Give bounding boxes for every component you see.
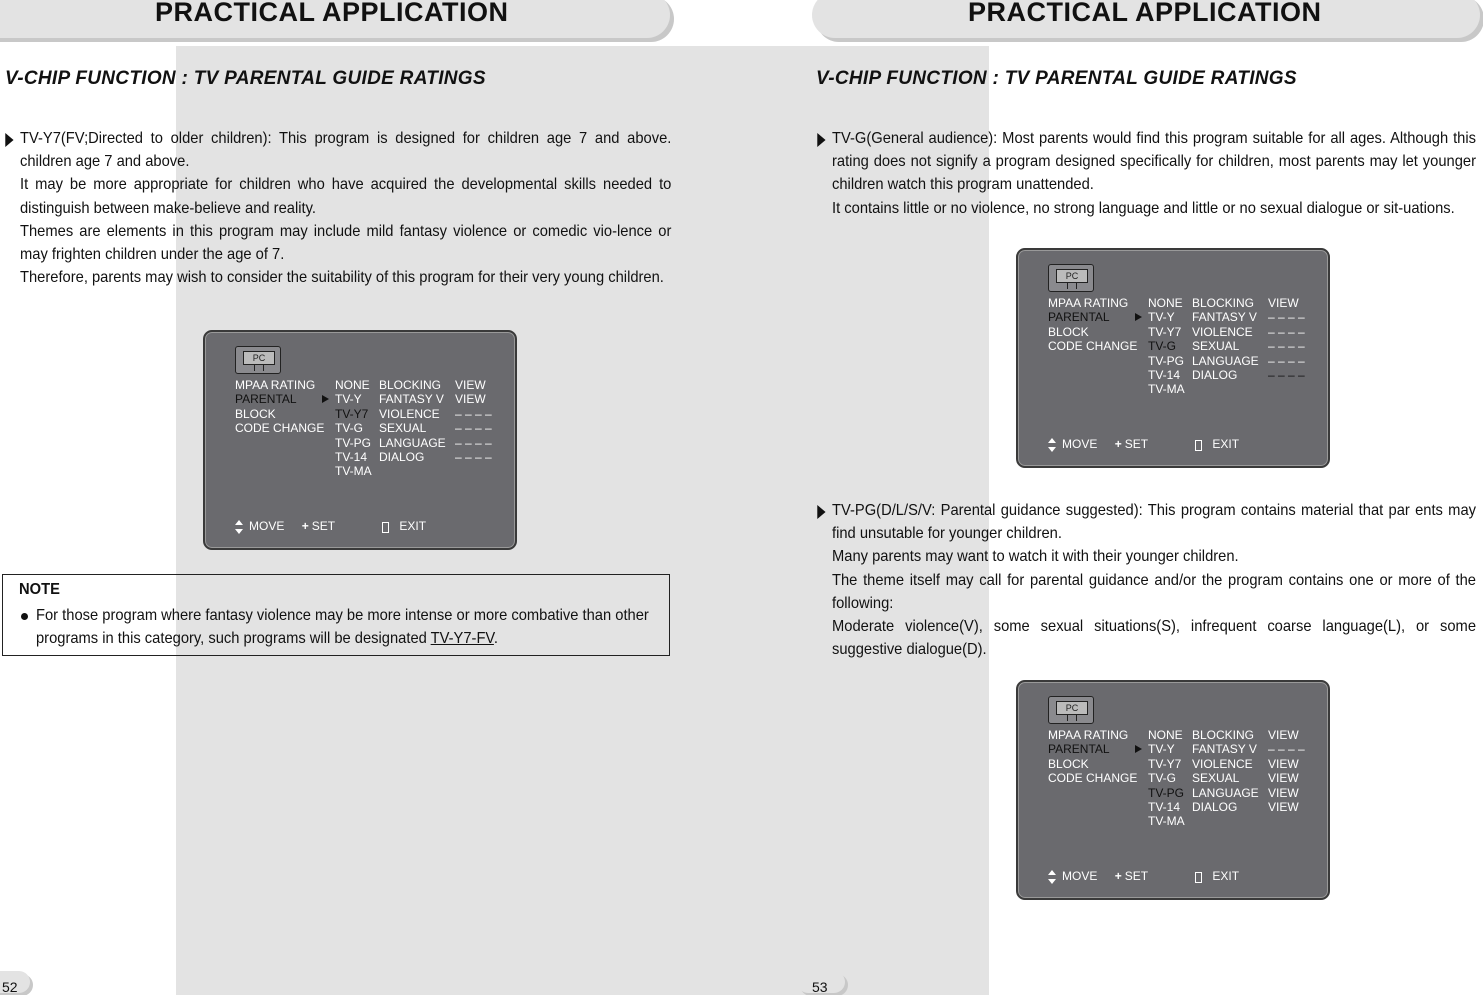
- blocking-item: BLOCKING: [1192, 296, 1255, 310]
- section-title: V-CHIP FUNCTION : TV PARENTAL GUIDE RATINGS: [5, 68, 486, 89]
- osd-menu: [1048, 296, 1137, 354]
- bullet-arrow-icon: [817, 133, 825, 147]
- view-item: VIEW: [1268, 728, 1299, 742]
- bullet-arrow-icon: [817, 505, 825, 519]
- paragraph: TV-PG(D/L/S/V: Parental guidance suggested): This program contains material that par ents may find unsutable for younger children.: [832, 502, 1476, 543]
- blocking-item: FANTASY V: [379, 392, 444, 407]
- osd-ratings: [1148, 728, 1185, 829]
- bullet-arrow-icon: [5, 133, 13, 147]
- paragraph: Many parents may want to watch it with their younger children.: [832, 548, 1239, 566]
- osd-view: [1268, 296, 1305, 382]
- paragraph: Therefore, parents may wish to consider the suitability of this program for their very young children.: [20, 269, 664, 287]
- rating: TV-MA: [335, 464, 372, 479]
- note-text-part: .: [493, 630, 498, 648]
- osd-blocking: [1192, 728, 1259, 814]
- move-label: MOVE: [1062, 437, 1098, 452]
- osd-screen: [203, 330, 517, 550]
- paragraph: It may be more appropriate for children who have acquired the developmental skills needed to distinguish between make-believe and reality.: [20, 176, 672, 217]
- osd-view: [1268, 728, 1305, 814]
- view-item: VIEW: [455, 378, 486, 392]
- blocking-item: FANTASY V: [1192, 742, 1257, 757]
- blocking-item: BLOCKING: [379, 378, 442, 392]
- exit-label: EXIT: [399, 519, 427, 534]
- exit-icon: [382, 522, 389, 533]
- blocking-item: LANGUAGE: [379, 435, 446, 450]
- tv-pg-description: [832, 499, 1476, 661]
- blocking-item: BLOCKING: [1192, 728, 1255, 742]
- view-item: VIEW: [1268, 756, 1299, 771]
- rating: TV-Y: [1148, 310, 1175, 325]
- plus-icon: +: [301, 519, 309, 534]
- paragraph: The theme itself may call for parental guidance and/or the program contains one or more of the following:: [832, 571, 1476, 612]
- note-text-part: For those program where fantasy violence may be more intense or more combative than other programs in this category, such programs will be designated: [36, 607, 649, 648]
- rating: TV-Y7: [1148, 324, 1182, 339]
- pc-logo-icon: PC: [1048, 696, 1094, 724]
- osd-view: [455, 378, 492, 464]
- blocking-item: LANGUAGE: [1192, 785, 1259, 800]
- view-item: VIEW: [1268, 771, 1299, 786]
- blocking-item: DIALOG: [1192, 799, 1238, 814]
- paragraph: Themes are elements in this program may include mild fantasy violence or comedic vio-lence or may frighten children under the age of 7.: [20, 222, 672, 264]
- note-box: [2, 574, 670, 656]
- set-label: SET: [1124, 869, 1149, 884]
- rating: TV-Y: [335, 392, 362, 407]
- view-item: – – – –: [455, 449, 492, 464]
- exit-icon: [1195, 440, 1202, 451]
- rating: TV-14: [335, 449, 368, 464]
- rating: NONE: [1148, 728, 1183, 742]
- up-down-icon: [1048, 870, 1056, 884]
- blocking-item: SEXUAL: [379, 421, 427, 436]
- rating: TV-G: [1148, 771, 1177, 786]
- right-page: [742, 0, 1483, 995]
- menu-item: CODE CHANGE: [1048, 771, 1138, 786]
- view-item: VIEW: [1268, 296, 1299, 310]
- paragraph: Moderate violence(V), some sexual situations(S), infrequent coarse language(L), or some suggestive dialogue(D).: [832, 618, 1476, 659]
- page-number: 52: [2, 979, 18, 995]
- view-item: – – – –: [455, 406, 492, 421]
- paragraph: TV-G(General audience): Most parents would find this program suitable for all ages. Although this rating does not signify a program designed specifically for children, most parents may let younger children watch this program unattended.: [832, 130, 1476, 194]
- blocking-item: DIALOG: [379, 449, 425, 464]
- blocking-item: VIOLENCE: [1192, 756, 1253, 771]
- view-item: – – – –: [1268, 353, 1305, 368]
- view-item: – – – –: [455, 421, 492, 436]
- note-rating-code: TV-Y7-FV: [430, 630, 494, 648]
- rating: NONE: [1148, 296, 1183, 310]
- menu-item-selected: PARENTAL: [1048, 742, 1110, 757]
- osd-footer: [1048, 869, 1239, 884]
- tv-g-description: [832, 127, 1476, 220]
- view-item: – – – –: [1268, 742, 1305, 757]
- menu-item: BLOCK: [1048, 324, 1089, 339]
- osd-blocking: [379, 378, 446, 464]
- rating: TV-MA: [1148, 382, 1185, 397]
- selection-arrow-icon: [1135, 313, 1142, 321]
- page-title: PRACTICAL APPLICATION: [968, 0, 1322, 27]
- blocking-item: LANGUAGE: [1192, 353, 1259, 368]
- note-title: NOTE: [19, 581, 60, 598]
- blocking-item: DIALOG: [1192, 367, 1238, 382]
- rating: TV-Y: [1148, 742, 1175, 757]
- up-down-icon: [1048, 438, 1056, 452]
- menu-item-selected: PARENTAL: [1048, 310, 1110, 325]
- blocking-item: SEXUAL: [1192, 339, 1240, 354]
- rating: TV-14: [1148, 799, 1181, 814]
- osd-blocking: [1192, 296, 1259, 382]
- view-item: VIEW: [1268, 799, 1299, 814]
- rating-selected: TV-Y7: [335, 406, 369, 421]
- view-item: – – – –: [1268, 324, 1305, 339]
- bullet-dot-icon: [21, 613, 28, 620]
- view-item-selected: – – – –: [1268, 367, 1305, 382]
- osd-ratings: [1148, 296, 1185, 397]
- page-number: 53: [812, 979, 828, 995]
- view-item: – – – –: [1268, 310, 1305, 325]
- rating-selected: TV-G: [1148, 339, 1177, 354]
- page-title: PRACTICAL APPLICATION: [155, 0, 509, 27]
- paragraph: It contains little or no violence, no strong language and little or no sexual dialogue or sit-uations.: [832, 199, 1455, 217]
- paragraph: TV-Y7(FV;Directed to older children): This program is designed for children age 7 and above. children age 7 and above.: [20, 130, 672, 171]
- selection-arrow-icon: [322, 395, 329, 403]
- rating-selected: TV-PG: [1148, 785, 1185, 800]
- tv-y7-description: [20, 127, 671, 289]
- menu-item: CODE CHANGE: [235, 421, 325, 436]
- up-down-icon: [235, 520, 243, 534]
- menu-item: CODE CHANGE: [1048, 339, 1138, 354]
- menu-item: BLOCK: [1048, 756, 1089, 771]
- exit-label: EXIT: [1212, 869, 1240, 884]
- note-text: [36, 604, 662, 650]
- rating: TV-14: [1148, 367, 1181, 382]
- selection-arrow-icon: [1135, 745, 1142, 753]
- rating: TV-PG: [335, 435, 372, 450]
- pc-logo-icon: PC: [235, 346, 281, 374]
- osd-menu: [235, 378, 324, 436]
- rating: NONE: [335, 378, 370, 392]
- menu-item: BLOCK: [235, 406, 276, 421]
- osd-menu: [1048, 728, 1137, 786]
- plus-icon: +: [1114, 869, 1122, 884]
- view-item: VIEW: [455, 392, 486, 407]
- blocking-item: VIOLENCE: [379, 406, 440, 421]
- plus-icon: +: [1114, 437, 1122, 452]
- rating: TV-G: [335, 421, 364, 436]
- osd-ratings: [335, 378, 372, 479]
- pc-logo-icon: PC: [1048, 264, 1094, 292]
- move-label: MOVE: [1062, 869, 1098, 884]
- blocking-item: VIOLENCE: [1192, 324, 1253, 339]
- osd-footer: [1048, 437, 1239, 452]
- view-item: – – – –: [455, 435, 492, 450]
- rating: TV-MA: [1148, 814, 1185, 829]
- menu-item: MPAA RATING: [1048, 728, 1129, 742]
- menu-item: MPAA RATING: [1048, 296, 1129, 310]
- set-label: SET: [1124, 437, 1149, 452]
- rating: TV-Y7: [1148, 756, 1182, 771]
- menu-item-selected: PARENTAL: [235, 392, 297, 407]
- blocking-item: SEXUAL: [1192, 771, 1240, 786]
- set-label: SET: [311, 519, 336, 534]
- exit-icon: [1195, 872, 1202, 883]
- blocking-item: FANTASY V: [1192, 310, 1257, 325]
- exit-label: EXIT: [1212, 437, 1240, 452]
- view-item: VIEW: [1268, 785, 1299, 800]
- view-item: – – – –: [1268, 339, 1305, 354]
- menu-item: MPAA RATING: [235, 378, 316, 392]
- osd-screen: [1016, 680, 1330, 900]
- section-title: V-CHIP FUNCTION : TV PARENTAL GUIDE RATINGS: [816, 68, 1297, 89]
- osd-screen: [1016, 248, 1330, 468]
- osd-footer: [235, 519, 426, 534]
- rating: TV-PG: [1148, 353, 1185, 368]
- move-label: MOVE: [249, 519, 285, 534]
